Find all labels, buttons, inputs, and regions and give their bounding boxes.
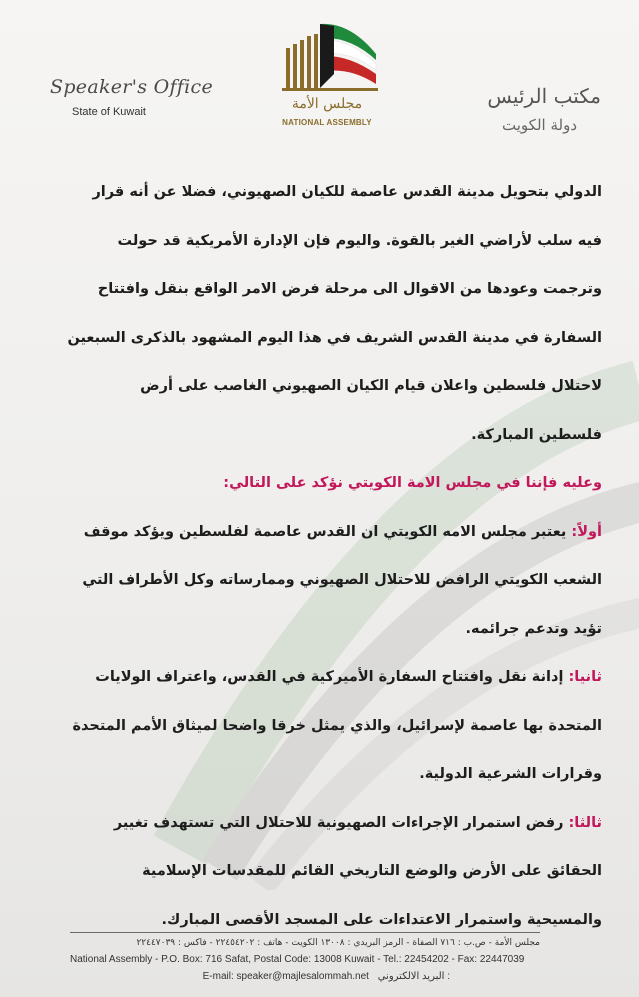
letter-footer	[70, 932, 540, 982]
body-line: فلسطين المباركة.	[471, 426, 602, 443]
arabic-state-name: دولة الكويت	[502, 116, 577, 134]
footer-arabic-address: مجلس الأمة - ص.ب : ٧١٦ الصفاة - الرمز البريدي : ١٣٠٠٨ الكويت - هاتف : ٢٢٤٥٤٢٠٢ - فاكس : ٢٢٤٤٧٠٣٩	[136, 938, 540, 948]
body-line: فيه سلب لأراضي الغير بالقوة. واليوم فإن الإدارة الأمريكية قد حولت	[117, 232, 602, 249]
arabic-office-title: مكتب الرئيس	[487, 84, 601, 108]
point-three-label: ثالثا:	[568, 814, 602, 831]
point-one-line: الشعب الكويتي الرافض للاحتلال الصهيوني وممارساته وكل الأطراف التي	[82, 572, 602, 588]
logo-arabic-name: مجلس الأمة	[291, 96, 363, 112]
letterhead	[0, 0, 639, 150]
point-one-text: يعتبر مجلس الامه الكويتي ان القدس عاصمة لفلسطين ويؤكد موقف	[83, 523, 567, 540]
point-one	[30, 508, 602, 557]
point-two-text: إدانة نقل وافتتاح السفارة الأميركية في القدس، واعتراف الولايات	[95, 669, 564, 685]
english-state-name: State of Kuwait	[72, 106, 146, 118]
point-two	[30, 653, 602, 702]
english-office-title: Speaker's Office	[50, 76, 214, 98]
point-one-label: أولاً:	[571, 523, 602, 540]
point-two-line: المتحدة بها عاصمة لإسرائيل، والذي يمثل خرقا واضحا لميثاق الأمم المتحدة	[72, 717, 602, 734]
body-line: السفارة في مدينة القدس الشريف في هذا اليوم المشهود بالذكرى السبعين	[67, 329, 602, 346]
footer-email-label-arabic: البريد الالكتروني :	[377, 971, 450, 982]
point-three-text: رفض استمرار الإجراءات الصهيونية للاحتلال التي تستهدف تغيير	[113, 814, 564, 831]
footer-email	[70, 971, 540, 982]
letter-body	[30, 168, 602, 944]
point-two-line: وقرارات الشرعية الدولية.	[419, 766, 602, 782]
body-line: وترجمت وعودها من الاقوال الى مرحلة فرض الامر الواقع بنقل وافتتاح	[97, 281, 602, 297]
footer-english-address: National Assembly - P.O. Box: 716 Safat, Postal Code: 13008 Kuwait - Tel.: 22454202 - Fax: 22447039	[70, 954, 525, 965]
point-one-line: تؤيد وتدعم جرائمه.	[465, 620, 602, 637]
resolution-heading: وعليه فإننا في مجلس الامة الكويتي نؤكد على التالي:	[223, 475, 602, 491]
footer-email-address: E-mail: speaker@majlesalommah.net	[202, 971, 369, 982]
point-three	[30, 799, 602, 848]
point-three-line: والمسيحية واستمرار الاعتداءات على المسجد الأقصى المبارك.	[161, 911, 602, 928]
national-assembly-logo	[272, 14, 382, 134]
logo-english-name: NATIONAL ASSEMBLY	[282, 118, 372, 127]
body-line: لاحتلال فلسطين واعلان قيام الكيان الصهيوني الغاصب على أرض	[140, 378, 602, 394]
assembly-emblem-icon	[272, 14, 382, 98]
point-three-line: الحقائق على الأرض والوضع التاريخي القائم للمقدسات الإسلامية	[142, 863, 602, 879]
body-line: الدولي بتحويل مدينة القدس عاصمة للكيان الصهيوني، فضلا عن أنه قرار	[92, 184, 602, 200]
point-two-label: ثانيا:	[568, 669, 602, 685]
